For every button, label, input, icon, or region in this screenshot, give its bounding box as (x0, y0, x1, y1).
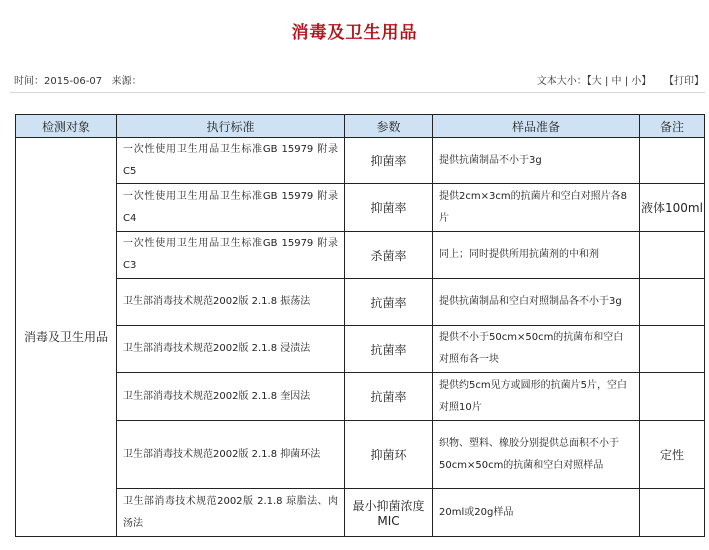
table-row (16, 279, 705, 326)
parameter-cell: 杀菌率 (345, 232, 433, 279)
parameter-cell: 抗菌率 (345, 373, 433, 421)
standard-cell: 一次性使用卫生用品卫生标准GB 15979 附录C5 (117, 138, 345, 184)
table-row (16, 326, 705, 373)
font-size-small-link[interactable]: 小】 (631, 76, 652, 87)
header-parameter: 参数 (345, 115, 433, 138)
standard-cell: 卫生部消毒技术规范2002版 2.1.8 抑菌环法 (117, 421, 345, 489)
note-cell: 定性 (640, 421, 705, 489)
sample-cell: 提供约5cm见方或圆形的抗菌片5片，空白对照10片 (433, 373, 640, 421)
test-object-cell: 消毒及卫生用品 (16, 138, 117, 537)
note-cell (640, 138, 705, 184)
standard-cell: 一次性使用卫生用品卫生标准GB 15979 附录C3 (117, 232, 345, 279)
table-row (16, 373, 705, 421)
meta-left (14, 72, 142, 87)
print-link[interactable]: 【打印】 (664, 76, 704, 87)
source-label: 来源： (111, 76, 142, 87)
parameter-cell: 抗菌率 (345, 279, 433, 326)
sample-cell: 20ml或20g样品 (433, 489, 640, 537)
table-row (16, 421, 705, 489)
parameter-cell: 最小抑菌浓度MIC (345, 489, 433, 537)
header-note: 备注 (640, 115, 705, 138)
sample-cell: 提供2cm×3cm的抗菌片和空白对照片各8片 (433, 184, 640, 232)
parameter-cell: 抗菌率 (345, 326, 433, 373)
table-row (16, 232, 705, 279)
font-size-medium-link[interactable]: 中 (611, 76, 622, 87)
meta-divider (10, 92, 705, 93)
sample-cell: 同上；同时提供所用抗菌剂的中和剂 (433, 232, 640, 279)
header-standard: 执行标准 (117, 115, 345, 138)
table-header-row (16, 115, 705, 138)
note-cell (640, 279, 705, 326)
table-row (16, 184, 705, 232)
page-title: 消毒及卫生用品 (291, 23, 418, 43)
standard-cell: 卫生部消毒技术规范2002版 2.1.8 琼脂法、肉汤法 (117, 489, 345, 537)
standard-cell: 一次性使用卫生用品卫生标准GB 15979 附录C4 (117, 184, 345, 232)
header-sample-prep: 样品准备 (433, 115, 640, 138)
note-cell (640, 489, 705, 537)
sample-cell: 提供抗菌制品和空白对照制品各不小于3g (433, 279, 640, 326)
note-cell: 液体100ml (640, 184, 705, 232)
table-row (16, 489, 705, 537)
standard-cell: 卫生部消毒技术规范2002版 2.1.8 振荡法 (117, 279, 345, 326)
sample-cell: 织物、塑料、橡胶分别提供总面积不小于50cm×50cm的抗菌和空白对照样品 (433, 421, 640, 489)
sample-cell: 提供不小于50cm×50cm的抗菌布和空白对照布各一块 (433, 326, 640, 373)
table-row (16, 138, 705, 184)
note-cell (640, 326, 705, 373)
parameter-cell: 抑菌率 (345, 184, 433, 232)
note-cell (640, 232, 705, 279)
meta-right (537, 72, 704, 87)
parameter-cell: 抑菌率 (345, 138, 433, 184)
publish-time: 时间：2015-06-07 (14, 76, 103, 87)
test-spec-table (15, 114, 705, 537)
separator: | (624, 76, 629, 87)
font-size-large-link[interactable]: 【大 (586, 76, 602, 87)
standard-cell: 卫生部消毒技术规范2002版 2.1.8 奎因法 (117, 373, 345, 421)
separator: | (604, 76, 609, 87)
header-test-object: 检测对象 (16, 115, 117, 138)
sample-cell: 提供抗菌制品不小于3g (433, 138, 640, 184)
note-cell (640, 373, 705, 421)
text-size-label: 文本大小： (536, 76, 587, 87)
parameter-cell: 抑菌环 (345, 421, 433, 489)
standard-cell: 卫生部消毒技术规范2002版 2.1.8 浸渍法 (117, 326, 345, 373)
